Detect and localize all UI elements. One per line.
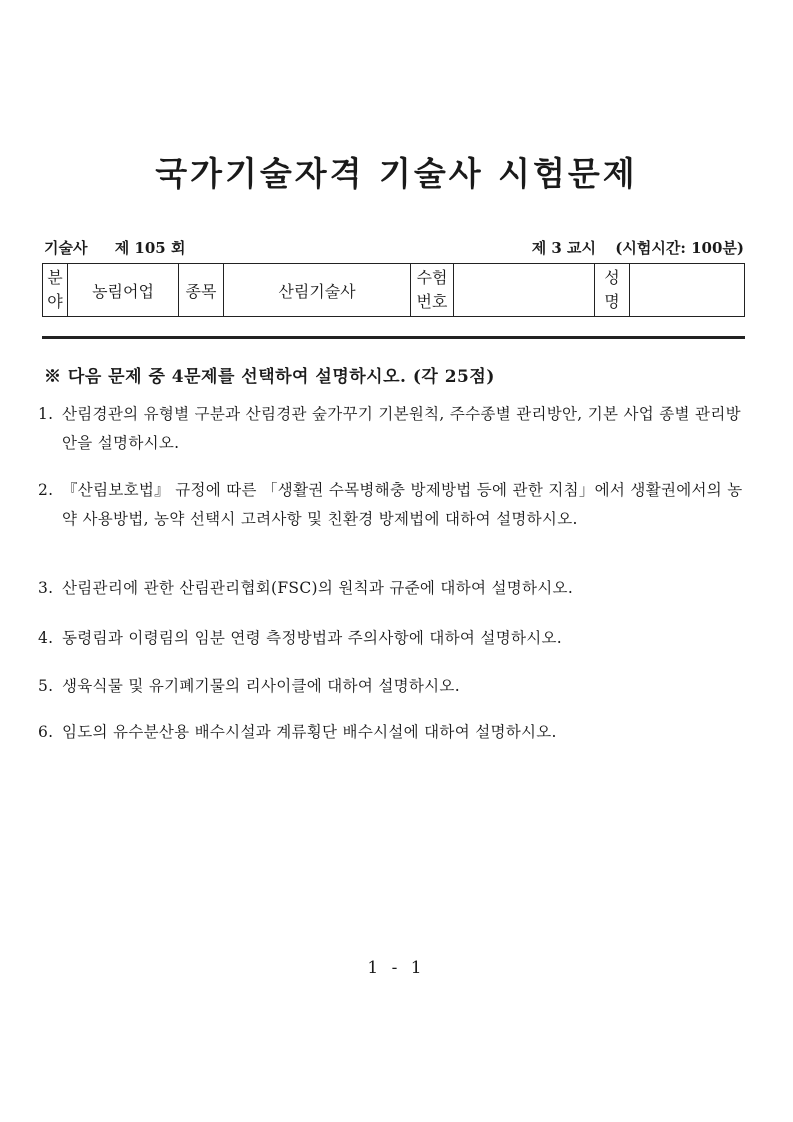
question-2 [38,476,746,534]
name-label-2: 명 [604,292,620,311]
question-4 [38,624,746,653]
name-label-cell [595,264,630,317]
exam-no-value[interactable] [454,264,595,317]
type-value: 산림기술사 [224,264,411,317]
type-label: 종목 [179,264,224,317]
exam-no-label-cell [411,264,454,317]
time-label: (시험시간: 100분) [615,239,744,257]
question-3 [38,574,746,603]
instruction: ※ 다음 문제 중 4문제를 선택하여 설명하시오. (각 25점) [44,367,495,387]
question-text: 동령림과 이령림의 임분 연령 측정방법과 주의사항에 대하여 설명하시오. [62,629,563,647]
name-value[interactable] [630,264,745,317]
page-title: 국가기술자격 기술사 시험문제 [155,154,638,193]
exam-header-table [42,263,745,317]
question-number: 2. [38,481,54,499]
exam-no-label-1: 수험 [416,268,448,287]
question-number: 1. [38,405,54,423]
question-text: 산림관리에 관한 산림관리협회(FSC)의 원칙과 규준에 대하여 설명하시오. [62,579,574,597]
field-label-2: 야 [47,292,63,311]
field-label-1: 분 [47,268,63,287]
question-text: 『산림보호법』 규정에 따른 「생활권 수목병해충 방제방법 등에 관한 지침」에서 생활권에서의 농약 사용방법, 농약 선택시 고려사항 및 친환경 방제법에 대하여 설명하시오. [62,481,743,528]
name-label-1: 성 [604,268,620,287]
question-text: 산림경관의 유형별 구분과 산림경관 숲가꾸기 기본원칙, 주수종별 관리방안, 기본 사업 종별 관리방안을 설명하시오. [62,405,741,452]
field-label-cell [43,264,68,317]
round-label: 제 105 회 [114,239,186,257]
question-text: 임도의 유수분산용 배수시설과 계류횡단 배수시설에 대하여 설명하시오. [62,723,557,741]
qualification-label: 기술사 [44,239,88,257]
field-value: 농림어업 [68,264,179,317]
header-divider [42,336,745,339]
exam-no-label-2: 번호 [416,292,448,311]
question-number: 3. [38,579,54,597]
question-number: 5. [38,677,54,695]
question-6 [38,718,746,747]
question-number: 6. [38,723,54,741]
question-number: 4. [38,629,54,647]
question-5 [38,672,746,701]
page-number: 1 - 1 [367,958,426,978]
period-label: 제 3 교시 [531,239,597,257]
question-text: 생육식물 및 유기폐기물의 리사이클에 대하여 설명하시오. [62,677,460,695]
question-1 [38,400,746,458]
